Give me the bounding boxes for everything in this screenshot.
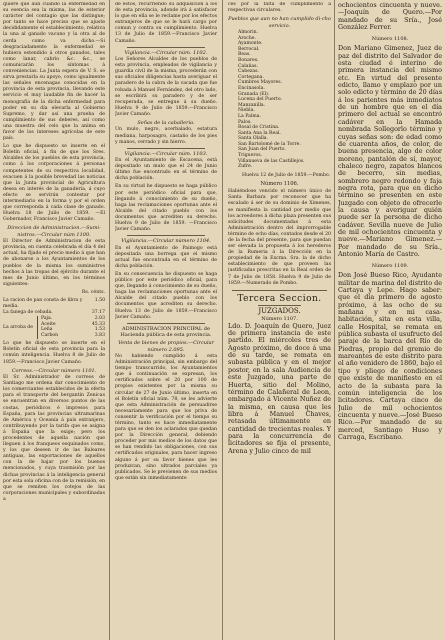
town-item: Cabezas. bbox=[238, 69, 259, 75]
paragraph: En su virtud he dispuesto se haga público por este periódico oficial para que, llegando á conocimiento de su dueño, haga las reclamaciones oportunas ante el Alcalde del citado pueblo con los documentos que acrediten su derecho. Huelva 9 de Julio de 1859. —Francisco Javier Camaño. bbox=[115, 184, 217, 233]
table-row bbox=[41, 333, 105, 339]
paragraph: Un mulo, negro, acerbalado, estatura mediana, harposagro, castaño de los pies y manos, cerrado y sin hierro. bbox=[115, 127, 217, 145]
notice-number: Número 1106. bbox=[260, 180, 299, 187]
section-heading: Vigilancia.—Circular número 1104. bbox=[121, 238, 211, 245]
column-3 bbox=[228, 2, 331, 457]
table-label: La racion de pan consta de libra y media. bbox=[3, 297, 83, 309]
table-value: 3.83 bbox=[94, 333, 105, 339]
table-item: Paja. bbox=[41, 315, 53, 321]
table-label: La fanega de cebada. bbox=[3, 309, 53, 315]
section-heading: Vigilancia.—Circular núm. 1103. bbox=[124, 150, 208, 157]
paragraph: Don José Bueso Rico, Ayudante militar de marina del distrito de Cartaya y Lepe. Hago saber: que el día primero de agosto próximo, á las ocho de su mañana y en mi casa-habitación, sita en esta villa, calle Hospital, se remata en pública subasta el usufructo del paraje de la barca del Río de Piedras, propio del gremio de mareantes de este distrito para el año venidero de 1860, bajo el tipo y pliego de condiciones que existe de manifiesto en el acto de la subasta para la común inteligencia de los licitadores. Cartaya cinco de Julio de mil ochocientos cincuenta y nueve.—José Bueso Rico.—Por mandado de su merced, Santiago Huso y Carraga, Escribano. bbox=[338, 271, 442, 441]
town-item: La Palma. bbox=[238, 113, 261, 119]
paragraph: El Director de Administracion de esta provincia, en cuenta celebrada el día 4 del actual, ha fijado el precio medio á que han de abonarse a los Ayuntamientos de los pueblos de la misma los suministros hechos á las tropas del ejército durante el mes de Junio último, en los términos siguientes: bbox=[3, 239, 105, 287]
paragraph: quiere que aún cuando la enfermedad en su esencia sea la misma, las de esterior carácter del contagio que las distingue; por tanto se hace preciso que se ajuste decididamente el establecimiento, relativa la una al ganado vacuno y la otra al de cerda como va dicho.—Si desgraciadamente la enfermedad se hubiera estendido á otros ganados, tales como lanar, cabrío &c. &c., se comunicarán los síntomas á conveniencias. La Junta espera de V. S. se sirva prestarla su apoyo, como igualmente las señales encenagas conocidas en la provincia de esta provincia, llevando este servicio el muy laudable fin de hacer la monografía de la dicha enfermedad para poder en su día elevarla al Gobierno Supremo, y dar así una prueba de cumplimiento de sus deberes, así como una muestra del celo que la anima en favor de los intereses agrícolas de este país. bbox=[3, 2, 105, 142]
town-item: Encinasola. bbox=[238, 85, 265, 91]
table-value: 37.17 bbox=[91, 309, 105, 315]
town-item: Rosal de Cristina. bbox=[238, 125, 280, 131]
town-item: Santa Ana la Real. bbox=[238, 130, 281, 136]
town-item: Bonares. bbox=[238, 57, 259, 63]
column-2 bbox=[115, 2, 217, 484]
notice-number: Número 1108. bbox=[371, 36, 409, 43]
town-item: Aroche. bbox=[238, 35, 256, 41]
table-value: 2.03 bbox=[94, 315, 105, 321]
column-rule bbox=[334, 0, 335, 640]
notice-number: Número 1107. bbox=[261, 315, 298, 322]
paragraph: ochocientos cincuenta y nueve.—Joaquín de Quero.—Por mandado de su Sría., José González Ferrer. bbox=[338, 2, 442, 32]
town-item: Manzanilla. bbox=[238, 102, 266, 108]
section-heading: Direccion de Administracion.—Sumi-nistros.—Circular núm 1100. bbox=[7, 225, 101, 238]
section-heading: Pueblos que aun no han cumplido di-cho servicio. bbox=[228, 16, 331, 29]
column-rule bbox=[109, 0, 110, 640]
paragraph: Habiéndose vencido el número único de Santa Barbara por reconocer que ha escalado á ser de su dominio de Ximenes, se manifiesta la cantidad por medio que los acreedores á dicha plaza presenten sus solicitudes documentadas á esta Administración dentro del improrrogable término de ocho días, contados desde el 20 de la fecha del presente, para que puedan ser elevada la propuesta á los herederos de la Rumeria á la Dirección en la propiedad de la Excma. Sra. la de dicho establecimiento de que proveen las justificadas prescritas en la Real orden de 7 de Julio de 1858. Huelva 9 de Julio de 1859.—Numerado de Pombo. bbox=[228, 189, 331, 286]
signature: Huelva 12 de Julio de 1859.—Pombo. bbox=[242, 172, 331, 178]
table-value: 1.50 bbox=[94, 297, 105, 303]
table-value: 45.33 bbox=[91, 321, 105, 327]
paragraph: Los Señores Alcaldes de los pueblos de esta provincia, empleados de vigilancia y guardia civil de la misma, procederán con sus oficiales diligencias hasta averiguar el paradero de la cabra de la vacada que fue robada á Manuel Fernández, del otro lado, se escribirá su paradero y de ser recuperada, se entregue á su dueño. Huelva 9 de Julio de 1859.—Francisco Javier Camaño. bbox=[115, 57, 217, 117]
arroba-items bbox=[37, 316, 105, 340]
table-row bbox=[3, 298, 105, 310]
town-item: San Bartolomé de la Torre. bbox=[238, 141, 301, 147]
town-item: Cumbres Mayores. bbox=[238, 80, 283, 86]
town-item: Almorin. bbox=[238, 30, 258, 35]
arroba-group bbox=[3, 316, 105, 340]
town-item: Berrocal. bbox=[238, 46, 260, 52]
table-item: Leña bbox=[41, 327, 53, 333]
paragraph: En su consecuencia he dispuesto se haga público por este periódico oficial, para que, llegando á conocimiento de su dueño, haga las reclamaciones oportunas ante el Alcalde del citado pueblo con los documentos que acrediten su derecho. Huelva 13 de Julio de 1859.—Francisco Javier Camaño. bbox=[115, 272, 217, 320]
paragraph: de estos, recurriendo su adquisición á los de esta provincia, adonde irá á satisfacer lo que en ella se le reclame por los efectos extranjeros de que se le hará cargo por comun y contra su cumplimiento. Huelva 13 de Julio de 1859.—Francisco Javier Camaño. bbox=[115, 2, 217, 44]
paragraph: El Sr. Administrador de correos de Santiago me ordena dar conocimiento de los comerciantes establecidos de la oferta para el transporte del bergantín Zenicas se encuentran en diversos puntos de las costas, periódicos é impresos para España, para las provincias ultramarinas de América y Oceanía á país extranjero, contribuyendo por la tarifa que se asigna á España que la exige; pero los procedentes de aquella nación que lleguen á los franqueos esquinados como, y los que deseen ir de las Baleares antiguas, las exportaciones de aquellos con la de bajar por los buenos mencionados, y cuya trasmisión por las dichas provincias á la inteligencia general por esta sola oficina con de la remisión, en que se remiten los cotejos de las corporaciones municipales y subordinadas a bbox=[3, 375, 105, 502]
section-heading: Correos.—Circular número 1101. bbox=[11, 367, 97, 374]
table-label: La arroba de bbox=[3, 324, 33, 330]
town-item: Villanueva de las Castillejos. bbox=[238, 158, 305, 164]
town-item: Calañas. bbox=[238, 63, 258, 69]
notice-number: Número 1109. bbox=[371, 263, 409, 270]
table-value: 1.53 bbox=[94, 327, 105, 333]
column-rule bbox=[222, 0, 223, 640]
section-heading: Vigilancia.—Circular núm. 1102. bbox=[124, 49, 208, 56]
paragraph: Ldo. D. Joaquín de Quero, Juez de primera instancia de este partido. El miércoles tres de Agosto próximo, de doce á una de su tarde, se remata en subasta pública y en el mejor postor, en la sala Audiencia de este Juzgado, una parte de Huerta, sitio del Molino, término de Calañeral de Leon, embargado á Vicente Nuñez de la misma, en causa que les libra á Manuel Chaves, retasada últimamente en cantidad de trecientas reales. Y para la concurrencia de licitadores se fija el presente, Arena y Julio cinco de mil bbox=[228, 321, 331, 455]
section-subtitle: JUZGADOS. bbox=[258, 306, 301, 315]
section-title: Tercera Seccion. bbox=[237, 293, 322, 304]
divider bbox=[127, 148, 205, 149]
town-item: Beas. bbox=[238, 52, 251, 58]
paragraph: Lo que he dispuesto se inserte en el Boletín oficial de esta provincia para la común inteligencia. Huelva 8 de Julio de 1859.—Francisco Javier Camaño. bbox=[3, 341, 105, 365]
town-item: Granada (El). bbox=[238, 91, 270, 97]
paragraph: No habiendo cumplido á esta Administración principal, sin embargo del tiempo transcurrido, los Ayuntamientos que á continuación se expresan, los certificados sobre el 20 por 100 de propios existentes por la misma su circular de 27 de Junio último, inserta en el Boletín oficial núm. 78, se les advierte que esta Administración de persuadirse necesariamente para que los priva de consentir la verificación por el tiempo su término, tanto es hace inmediatamente para que se den los aclarados que quedan por la Dirección general, debiendo proceder por mis medios de los datos que se han rendido las obligaciones, con sus certificados originales, para hacer ingreso alguno á por su favor bienes que les produzcan, sino ultrados parciales ya publicados. Se le previenen de sus medios que están sin inmediatamente bbox=[115, 353, 217, 481]
divider bbox=[127, 235, 205, 236]
town-item: Zufre. bbox=[238, 164, 253, 170]
divider bbox=[127, 323, 205, 324]
table-item: Carbon bbox=[41, 333, 59, 339]
divider bbox=[127, 47, 205, 48]
column-1 bbox=[3, 2, 105, 505]
town-list bbox=[228, 30, 331, 170]
section-heading: ADMINISTRACION PRINCIPAL de Hacienda pública de esta provincia. bbox=[120, 325, 212, 338]
town-item: Lucena del Puerto. bbox=[238, 97, 283, 103]
paragraph: Lo que he dispuesto se inserte en el Boletín oficial, á fin de que los Sres. Alcaldes de los pueblos de esta provincia, como á los corporaciones á personas competentes de su respectiva localidad, evacuen á la posible brevedad las noticias que la Junta provincial de Agricultura desea en interés de la ganadería, á cuyo efecto se servirán contestar por intermediario en la forma y por el orden que corresponda á cada clase de ganado. Huelva 18 de Julio de 1859. —El Gobernador, Francisco Javier Camaño. bbox=[3, 144, 105, 223]
paragraph: En el Ayuntamiento de Paimogo está depositada una borrega que el mismo actual fue encontrada en el término de dicha población. bbox=[115, 245, 217, 269]
currency-label: Rs. cénts. bbox=[81, 289, 105, 295]
paragraph: Don Mariano Gimenez, Juez de paz del distrito del Salvador de esta ciudad é interino de primera instancia del mismo etc. En virtud del presente edicto, llamo y emplazo por un solo edicto y término de 20 días á los parientes más inmediatos de un hombre que en el día primero del actual se encontró cadáver en la Hamada nombrada Sollegorlo término y cuyas señas son: de edad como de cuarenta años, de color, de buena presencia, algo de color moreno, pantalón de sí, mayor, chaleco negro, zapatos blancos de becerro, sin medias, sombrero negro redondo y faja negra rota, para que en dicho término se presenten en este Juzgado con objeto de ofrecerle la causa y averiguar quién puede ser la persona de dicho cadáver. Sevilla nueve de Julio de mil ochocientos cincuenta y nueve.—Mariano Gimenez.—Por mandado de su Sría., Antonio María de Castro. bbox=[338, 44, 442, 258]
divider bbox=[232, 290, 327, 291]
section-heading: Señas de la caballería. bbox=[137, 120, 195, 126]
town-item: Cortegana. bbox=[238, 74, 264, 80]
table-item: Aceite bbox=[41, 321, 56, 327]
town-item: Palos. bbox=[238, 119, 252, 125]
town-item: Ayamonte. bbox=[238, 41, 263, 47]
paragraph: En el Ayuntamiento de Escacena, está depositado un mulo que el 24 de Junio último fue encontrado en el término de dicha población. bbox=[115, 158, 217, 182]
section-subheading: Venta de bienes de propios.—Circular número 2.095. bbox=[118, 340, 214, 353]
paragraph: ces por la falta de cumplimiento á respectivas circulares. bbox=[228, 2, 331, 14]
divider bbox=[258, 305, 301, 306]
price-table bbox=[3, 298, 105, 339]
town-item: San Juan del Puerto. bbox=[238, 147, 286, 153]
town-item: Santa Olalla. bbox=[238, 136, 269, 142]
column-4 bbox=[338, 2, 442, 443]
town-item: Niebla. bbox=[238, 108, 255, 114]
town-item: Trigueros. bbox=[238, 153, 263, 159]
